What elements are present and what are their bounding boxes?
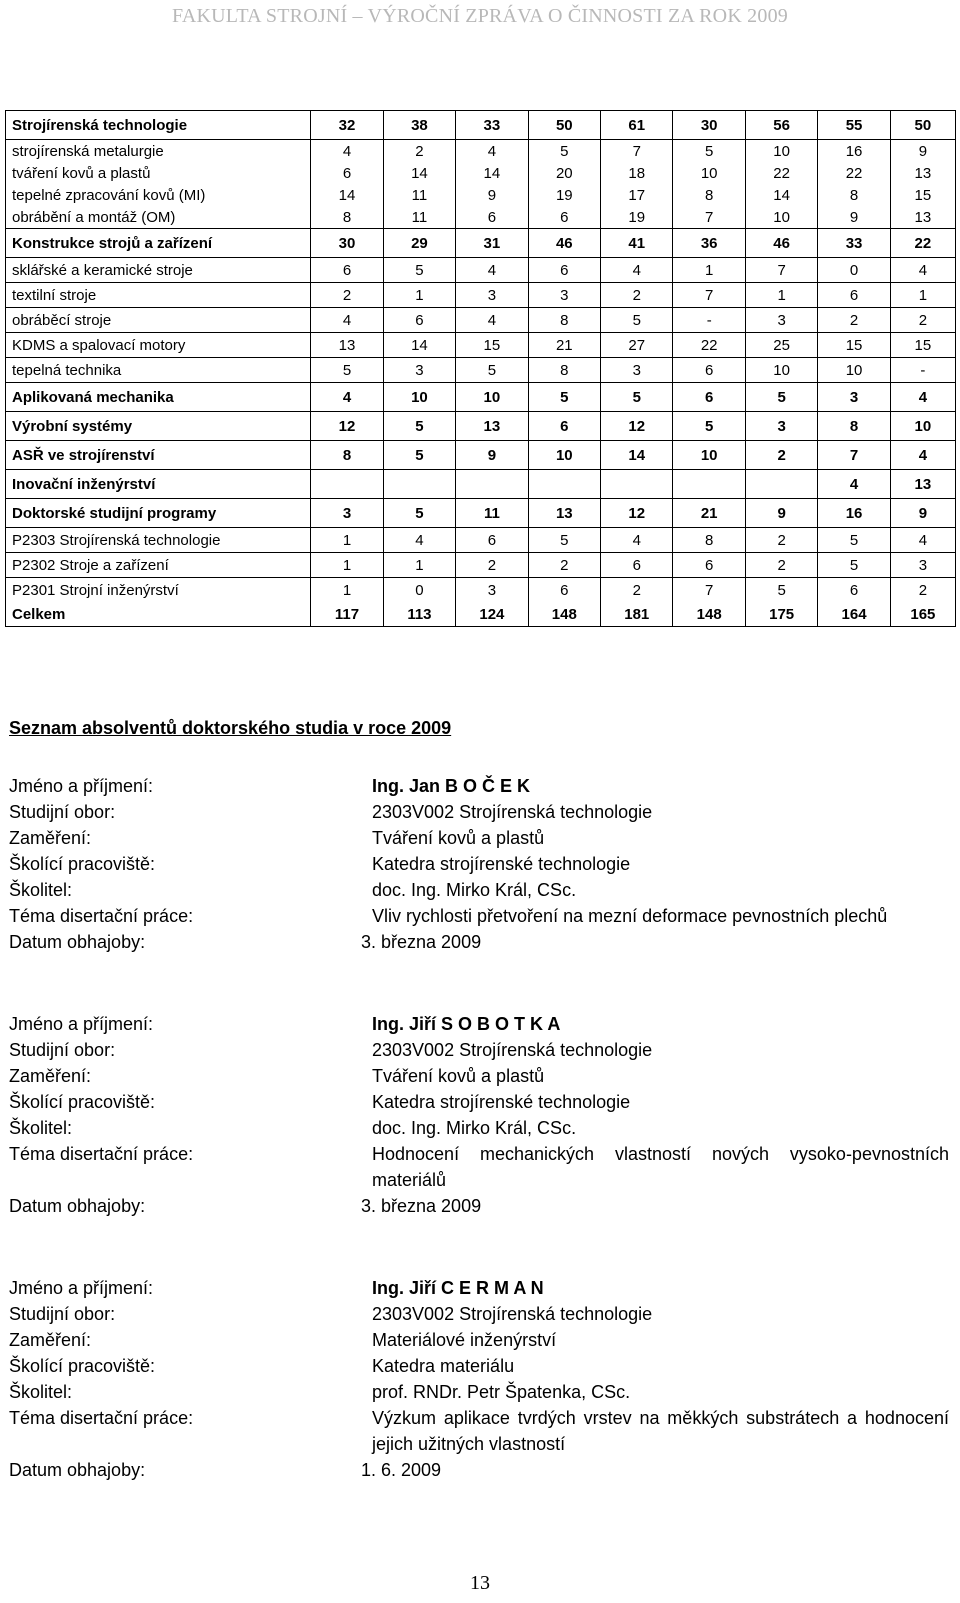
table-cell: 4 bbox=[311, 140, 383, 163]
table-cell: 8 bbox=[673, 184, 745, 206]
row-label: Konstrukce strojů a zařízení bbox=[6, 229, 311, 258]
students-table bbox=[5, 110, 956, 627]
table-cell: 5 bbox=[601, 308, 673, 333]
table-cell: 9 bbox=[456, 441, 528, 470]
page-number: 13 bbox=[470, 1572, 490, 1594]
table-cell bbox=[673, 470, 745, 499]
graduate-dept: Katedra strojírenské technologie bbox=[372, 854, 631, 874]
graduate-record bbox=[9, 773, 949, 955]
table-cell: 2 bbox=[601, 283, 673, 308]
table-cell: 56 bbox=[745, 111, 817, 140]
table-cell: 4 bbox=[311, 383, 383, 412]
row-label: KDMS a spalovací motory bbox=[6, 333, 311, 358]
table-cell: 30 bbox=[673, 111, 745, 140]
table-cell: 22 bbox=[818, 162, 890, 184]
table-cell: 4 bbox=[890, 528, 955, 553]
table-cell: 8 bbox=[818, 412, 890, 441]
table-cell: - bbox=[890, 358, 955, 383]
table-cell: 124 bbox=[456, 602, 528, 627]
name-label: Jméno a příjmení: bbox=[9, 1014, 154, 1034]
table-cell: 165 bbox=[890, 602, 955, 627]
table-cell: 20 bbox=[528, 162, 600, 184]
table-cell: 3 bbox=[745, 308, 817, 333]
table-cell: 31 bbox=[456, 229, 528, 258]
graduate-topic: Vliv rychlosti přetvoření na mezní deformace pevnostních plechů bbox=[372, 906, 888, 926]
table-cell bbox=[383, 470, 455, 499]
table-cell: 3 bbox=[456, 578, 528, 603]
table-cell: 5 bbox=[673, 140, 745, 163]
table-cell: 9 bbox=[890, 140, 955, 163]
row-label: Inovační inženýrství bbox=[6, 470, 311, 499]
students-table-body bbox=[6, 111, 956, 627]
date-label: Datum obhajoby: bbox=[9, 932, 146, 952]
table-cell: 175 bbox=[745, 602, 817, 627]
table-row bbox=[6, 111, 956, 140]
dept-label: Školící pracoviště: bbox=[9, 1356, 156, 1376]
table-cell: 0 bbox=[383, 578, 455, 603]
graduate-date: 1. 6. 2009 bbox=[361, 1460, 442, 1480]
graduate-date: 3. března 2009 bbox=[361, 1196, 482, 1216]
row-label: strojírenská metalurgie bbox=[6, 140, 311, 163]
table-cell: 1 bbox=[383, 553, 455, 578]
table-row bbox=[6, 528, 956, 553]
row-label: textilní stroje bbox=[6, 283, 311, 308]
row-label: obráběcí stroje bbox=[6, 308, 311, 333]
table-row bbox=[6, 308, 956, 333]
table-cell: 6 bbox=[673, 383, 745, 412]
table-cell: 1 bbox=[745, 283, 817, 308]
table-cell: 16 bbox=[818, 499, 890, 528]
row-label: Aplikovaná mechanika bbox=[6, 383, 311, 412]
table-cell: 2 bbox=[311, 283, 383, 308]
table-cell: 16 bbox=[818, 140, 890, 163]
table-cell: 6 bbox=[818, 283, 890, 308]
graduate-name: Ing. Jiří C E R M A N bbox=[372, 1278, 544, 1298]
table-cell: 10 bbox=[528, 441, 600, 470]
graduate-field: 2303V002 Strojírenská technologie bbox=[372, 1040, 653, 1060]
row-label: Strojírenská technologie bbox=[6, 111, 311, 140]
table-cell: 4 bbox=[383, 528, 455, 553]
table-cell: 10 bbox=[818, 358, 890, 383]
table-cell: 8 bbox=[311, 441, 383, 470]
table-cell: 2 bbox=[890, 308, 955, 333]
table-cell bbox=[528, 470, 600, 499]
dept-label: Školící pracoviště: bbox=[9, 854, 156, 874]
table-cell: 7 bbox=[601, 140, 673, 163]
table-cell: 15 bbox=[890, 184, 955, 206]
table-cell: 6 bbox=[673, 553, 745, 578]
focus-label: Zaměření: bbox=[9, 1066, 92, 1086]
table-cell: 9 bbox=[818, 206, 890, 229]
table-cell: 22 bbox=[745, 162, 817, 184]
field-label: Studijní obor: bbox=[9, 802, 116, 822]
table-cell: 3 bbox=[745, 412, 817, 441]
table-cell: 4 bbox=[818, 470, 890, 499]
table-cell: 6 bbox=[456, 528, 528, 553]
table-cell: 17 bbox=[601, 184, 673, 206]
table-cell: 9 bbox=[890, 499, 955, 528]
table-cell: 3 bbox=[528, 283, 600, 308]
graduate-name: Ing. Jan B O Č E K bbox=[372, 776, 531, 796]
supervisor-label: Školitel: bbox=[9, 1118, 73, 1138]
table-cell: 3 bbox=[890, 553, 955, 578]
focus-label: Zaměření: bbox=[9, 828, 92, 848]
table-cell: 148 bbox=[528, 602, 600, 627]
table-cell: 3 bbox=[383, 358, 455, 383]
table-cell: 181 bbox=[601, 602, 673, 627]
table-cell: 2 bbox=[456, 553, 528, 578]
table-cell: 33 bbox=[818, 229, 890, 258]
table-cell: 41 bbox=[601, 229, 673, 258]
table-cell: 15 bbox=[890, 333, 955, 358]
row-label: tváření kovů a plastů bbox=[6, 162, 311, 184]
graduate-supervisor: doc. Ing. Mirko Král, CSc. bbox=[372, 1118, 577, 1138]
table-cell: 7 bbox=[673, 206, 745, 229]
table-cell: 12 bbox=[601, 412, 673, 441]
section-title: Seznam absolventů doktorského studia v roce 2009 bbox=[9, 718, 452, 738]
row-label: obrábění a montáž (OM) bbox=[6, 206, 311, 229]
table-cell: 11 bbox=[383, 206, 455, 229]
table-cell: 7 bbox=[745, 258, 817, 283]
table-cell: 14 bbox=[383, 333, 455, 358]
graduate-supervisor: prof. RNDr. Petr Špatenka, CSc. bbox=[372, 1382, 631, 1402]
table-cell: 10 bbox=[745, 206, 817, 229]
table-cell: 4 bbox=[890, 258, 955, 283]
table-cell: 4 bbox=[311, 308, 383, 333]
date-label: Datum obhajoby: bbox=[9, 1196, 146, 1216]
table-cell: 25 bbox=[745, 333, 817, 358]
table-row bbox=[6, 206, 956, 229]
table-cell: 6 bbox=[601, 553, 673, 578]
field-label: Studijní obor: bbox=[9, 1304, 116, 1324]
table-cell: 8 bbox=[673, 528, 745, 553]
table-cell: 5 bbox=[528, 140, 600, 163]
table-cell: - bbox=[673, 308, 745, 333]
table-cell: 33 bbox=[456, 111, 528, 140]
table-cell: 0 bbox=[818, 258, 890, 283]
table-row bbox=[6, 358, 956, 383]
table-cell: 5 bbox=[383, 441, 455, 470]
table-cell: 8 bbox=[818, 184, 890, 206]
table-cell: 5 bbox=[528, 528, 600, 553]
graduate-dept: Katedra strojírenské technologie bbox=[372, 1092, 631, 1112]
topic-label: Téma disertační práce: bbox=[9, 906, 194, 926]
table-cell: 50 bbox=[890, 111, 955, 140]
table-cell: 10 bbox=[383, 383, 455, 412]
table-cell: 4 bbox=[456, 308, 528, 333]
row-label: tepelné zpracování kovů (MI) bbox=[6, 184, 311, 206]
supervisor-label: Školitel: bbox=[9, 880, 73, 900]
table-cell: 6 bbox=[818, 578, 890, 603]
table-cell: 18 bbox=[601, 162, 673, 184]
table-row bbox=[6, 470, 956, 499]
table-cell: 148 bbox=[673, 602, 745, 627]
table-cell: 2 bbox=[601, 578, 673, 603]
graduate-record bbox=[9, 1275, 949, 1483]
table-cell: 1 bbox=[673, 258, 745, 283]
table-row bbox=[6, 258, 956, 283]
table-row bbox=[6, 578, 956, 603]
focus-label: Zaměření: bbox=[9, 1330, 92, 1350]
graduate-focus: Tváření kovů a plastů bbox=[372, 828, 545, 848]
table-cell: 1 bbox=[311, 553, 383, 578]
table-cell: 13 bbox=[890, 470, 955, 499]
graduate-topic: Výzkum aplikace tvrdých vrstev na měkkých substrátech a hodnocení jejich užitných vlastností bbox=[372, 1408, 949, 1454]
table-cell: 9 bbox=[456, 184, 528, 206]
table-row bbox=[6, 229, 956, 258]
table-row bbox=[6, 441, 956, 470]
table-cell: 117 bbox=[311, 602, 383, 627]
table-cell: 5 bbox=[456, 358, 528, 383]
row-label: P2302 Stroje a zařízení bbox=[6, 553, 311, 578]
table-row bbox=[6, 499, 956, 528]
graduate-supervisor: doc. Ing. Mirko Král, CSc. bbox=[372, 880, 577, 900]
dept-label: Školící pracoviště: bbox=[9, 1092, 156, 1112]
table-cell: 164 bbox=[818, 602, 890, 627]
table-row bbox=[6, 162, 956, 184]
table-cell: 14 bbox=[601, 441, 673, 470]
table-cell: 13 bbox=[890, 162, 955, 184]
table-cell: 10 bbox=[890, 412, 955, 441]
table-cell: 14 bbox=[311, 184, 383, 206]
table-cell: 11 bbox=[383, 184, 455, 206]
table-cell: 14 bbox=[456, 162, 528, 184]
table-cell: 15 bbox=[456, 333, 528, 358]
table-cell: 36 bbox=[673, 229, 745, 258]
table-cell: 13 bbox=[456, 412, 528, 441]
table-cell: 5 bbox=[673, 412, 745, 441]
table-cell: 29 bbox=[383, 229, 455, 258]
table-cell bbox=[745, 470, 817, 499]
table-cell: 50 bbox=[528, 111, 600, 140]
table-cell: 4 bbox=[601, 528, 673, 553]
table-cell: 22 bbox=[890, 229, 955, 258]
table-cell: 7 bbox=[818, 441, 890, 470]
table-cell: 2 bbox=[745, 553, 817, 578]
table-row bbox=[6, 383, 956, 412]
field-label: Studijní obor: bbox=[9, 1040, 116, 1060]
table-cell: 6 bbox=[528, 206, 600, 229]
table-cell: 5 bbox=[745, 578, 817, 603]
table-cell: 10 bbox=[673, 441, 745, 470]
table-cell: 1 bbox=[311, 528, 383, 553]
graduate-dept: Katedra materiálu bbox=[372, 1356, 515, 1376]
table-cell: 21 bbox=[528, 333, 600, 358]
table-cell: 30 bbox=[311, 229, 383, 258]
table-row bbox=[6, 283, 956, 308]
table-cell: 3 bbox=[456, 283, 528, 308]
table-cell: 19 bbox=[601, 206, 673, 229]
table-cell: 15 bbox=[818, 333, 890, 358]
table-cell: 8 bbox=[528, 308, 600, 333]
table-cell: 11 bbox=[456, 499, 528, 528]
name-label: Jméno a příjmení: bbox=[9, 776, 154, 796]
table-cell: 5 bbox=[601, 383, 673, 412]
table-cell: 5 bbox=[383, 499, 455, 528]
table-cell: 5 bbox=[745, 383, 817, 412]
table-cell: 5 bbox=[311, 358, 383, 383]
row-label: tepelná technika bbox=[6, 358, 311, 383]
table-cell: 4 bbox=[456, 258, 528, 283]
table-row bbox=[6, 333, 956, 358]
graduate-focus: Tváření kovů a plastů bbox=[372, 1066, 545, 1086]
table-cell: 2 bbox=[818, 308, 890, 333]
row-label: Celkem bbox=[6, 602, 311, 627]
table-cell: 13 bbox=[311, 333, 383, 358]
table-cell: 6 bbox=[528, 258, 600, 283]
table-cell: 5 bbox=[383, 412, 455, 441]
table-row bbox=[6, 140, 956, 163]
row-label: P2303 Strojírenská technologie bbox=[6, 528, 311, 553]
table-cell: 61 bbox=[601, 111, 673, 140]
table-cell: 14 bbox=[745, 184, 817, 206]
table-cell: 7 bbox=[673, 283, 745, 308]
table-cell: 27 bbox=[601, 333, 673, 358]
table-cell: 5 bbox=[528, 383, 600, 412]
table-cell: 2 bbox=[383, 140, 455, 163]
table-cell: 8 bbox=[528, 358, 600, 383]
date-label: Datum obhajoby: bbox=[9, 1460, 146, 1480]
table-cell: 113 bbox=[383, 602, 455, 627]
table-cell: 46 bbox=[745, 229, 817, 258]
table-cell: 3 bbox=[818, 383, 890, 412]
table-cell: 3 bbox=[601, 358, 673, 383]
table-cell: 2 bbox=[745, 441, 817, 470]
table-cell: 55 bbox=[818, 111, 890, 140]
graduate-field: 2303V002 Strojírenská technologie bbox=[372, 1304, 653, 1324]
table-cell: 32 bbox=[311, 111, 383, 140]
table-cell: 19 bbox=[528, 184, 600, 206]
table-cell: 1 bbox=[383, 283, 455, 308]
table-cell: 10 bbox=[456, 383, 528, 412]
table-cell: 2 bbox=[528, 553, 600, 578]
topic-label: Téma disertační práce: bbox=[9, 1408, 194, 1428]
table-cell: 2 bbox=[745, 528, 817, 553]
graduate-topic: Hodnocení mechanických vlastností nových vysoko-pevnostních materiálů bbox=[372, 1144, 949, 1190]
graduate-name: Ing. Jiří S O B O T K A bbox=[372, 1014, 561, 1034]
table-cell: 2 bbox=[890, 578, 955, 603]
topic-label: Téma disertační práce: bbox=[9, 1144, 194, 1164]
table-cell: 3 bbox=[311, 499, 383, 528]
name-label: Jméno a příjmení: bbox=[9, 1278, 154, 1298]
table-cell: 38 bbox=[383, 111, 455, 140]
row-label: Doktorské studijní programy bbox=[6, 499, 311, 528]
table-cell: 6 bbox=[456, 206, 528, 229]
table-cell bbox=[601, 470, 673, 499]
table-cell: 9 bbox=[745, 499, 817, 528]
table-row bbox=[6, 412, 956, 441]
table-cell: 4 bbox=[601, 258, 673, 283]
table-cell: 4 bbox=[890, 383, 955, 412]
table-cell: 4 bbox=[890, 441, 955, 470]
table-cell: 12 bbox=[601, 499, 673, 528]
table-cell: 6 bbox=[383, 308, 455, 333]
page-header: FAKULTA STROJNÍ – VÝROČNÍ ZPRÁVA O ČINNOSTI ZA ROK 2009 bbox=[172, 5, 788, 27]
table-cell: 12 bbox=[311, 412, 383, 441]
table-cell: 1 bbox=[311, 578, 383, 603]
row-label: P2301 Strojní inženýrství bbox=[6, 578, 311, 603]
graduate-focus: Materiálové inženýrství bbox=[372, 1330, 557, 1350]
graduate-date: 3. března 2009 bbox=[361, 932, 482, 952]
graduate-field: 2303V002 Strojírenská technologie bbox=[372, 802, 653, 822]
table-cell: 14 bbox=[383, 162, 455, 184]
table-cell: 5 bbox=[818, 553, 890, 578]
table-cell: 10 bbox=[745, 358, 817, 383]
table-cell bbox=[311, 470, 383, 499]
table-cell: 7 bbox=[673, 578, 745, 603]
table-cell: 10 bbox=[745, 140, 817, 163]
table-cell: 21 bbox=[673, 499, 745, 528]
row-label: ASŘ ve strojírenství bbox=[6, 441, 311, 470]
table-cell: 6 bbox=[311, 258, 383, 283]
table-cell: 5 bbox=[818, 528, 890, 553]
table-cell: 6 bbox=[528, 578, 600, 603]
table-cell bbox=[456, 470, 528, 499]
table-cell: 4 bbox=[456, 140, 528, 163]
table-cell: 10 bbox=[673, 162, 745, 184]
table-cell: 46 bbox=[528, 229, 600, 258]
table-cell: 22 bbox=[673, 333, 745, 358]
table-row bbox=[6, 553, 956, 578]
row-label: sklářské a keramické stroje bbox=[6, 258, 311, 283]
table-cell: 6 bbox=[311, 162, 383, 184]
table-cell: 13 bbox=[528, 499, 600, 528]
graduate-record bbox=[9, 1011, 949, 1219]
table-cell: 6 bbox=[673, 358, 745, 383]
table-row bbox=[6, 602, 956, 627]
row-label: Výrobní systémy bbox=[6, 412, 311, 441]
table-cell: 13 bbox=[890, 206, 955, 229]
table-cell: 5 bbox=[383, 258, 455, 283]
table-cell: 8 bbox=[311, 206, 383, 229]
table-row bbox=[6, 184, 956, 206]
table-cell: 6 bbox=[528, 412, 600, 441]
table-cell: 1 bbox=[890, 283, 955, 308]
supervisor-label: Školitel: bbox=[9, 1382, 73, 1402]
